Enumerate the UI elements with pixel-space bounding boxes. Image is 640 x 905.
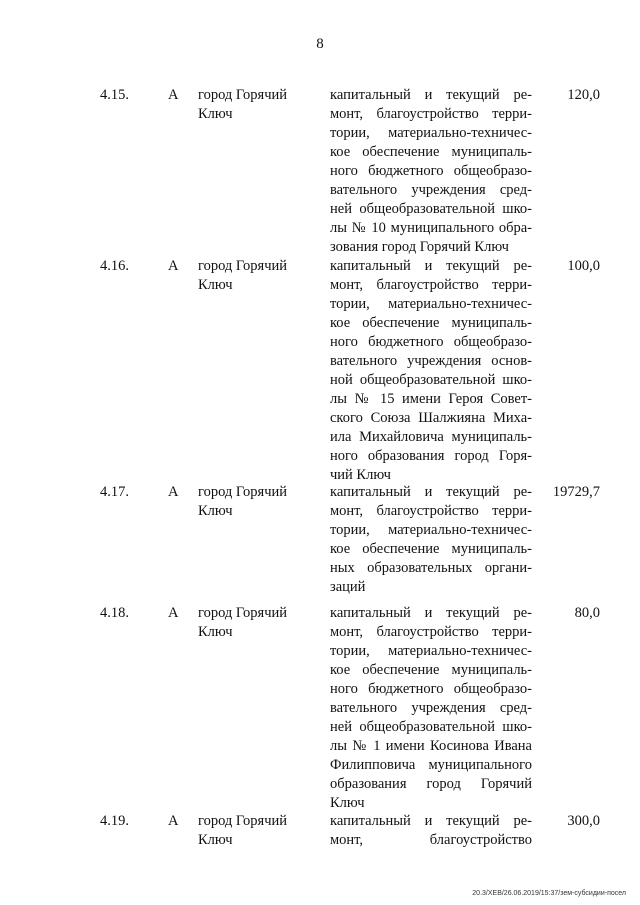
description-line: лы № 10 муниципального обра- <box>330 220 532 236</box>
description-line: кое обеспечение муниципаль- <box>330 541 532 557</box>
municipality-line: город Горячий <box>198 484 288 500</box>
row-amount: 100,0 <box>567 258 600 274</box>
row-category: А <box>168 87 179 103</box>
description-line: ней общеобразовательной шко- <box>330 201 532 217</box>
description-line: тории, материально-техничес- <box>330 522 532 538</box>
description-line: кое обеспечение муниципаль- <box>330 315 532 331</box>
description-line: ных образовательных органи- <box>330 560 532 576</box>
description-line: кое обеспечение муниципаль- <box>330 144 532 160</box>
municipality-line: Ключ <box>198 277 233 293</box>
municipality-line: город Горячий <box>198 87 288 103</box>
description-line: ней общеобразовательной шко- <box>330 719 532 735</box>
description-line: ила Михайловича муниципаль- <box>330 429 532 445</box>
description-line: ского Союза Шалжияна Миха- <box>330 410 532 426</box>
description-line: ной общеобразовательной шко- <box>330 372 532 388</box>
row-municipality <box>198 257 318 295</box>
description-line: тории, материально-техничес- <box>330 296 532 312</box>
description-line: вательного учреждения основ- <box>330 353 532 369</box>
row-category: А <box>168 605 179 621</box>
row-description <box>330 86 532 257</box>
description-line: лы № 15 имени Героя Совет- <box>330 391 532 407</box>
description-line: тории, материально-техничес- <box>330 125 532 141</box>
municipality-line: город Горячий <box>198 258 288 274</box>
row-amount: 19729,7 <box>552 484 600 500</box>
description-line: монт, благоустройство терри- <box>330 503 532 519</box>
description-line: лы № 1 имени Косинова Ивана <box>330 738 532 754</box>
description-line: капитальный и текущий ре- <box>330 813 532 829</box>
description-line: вательного учреждения сред- <box>330 700 532 716</box>
municipality-line: Ключ <box>198 503 233 519</box>
description-line: ного бюджетного общеобразо- <box>330 163 532 179</box>
row-municipality <box>198 483 318 521</box>
municipality-line: Ключ <box>198 832 233 848</box>
row-amount: 80,0 <box>574 605 600 621</box>
row-category: А <box>168 258 179 274</box>
row-number: 4.18. <box>100 605 129 621</box>
row-description <box>330 604 532 813</box>
row-description <box>330 257 532 485</box>
description-line: кое обеспечение муниципаль- <box>330 662 532 678</box>
description-line: капитальный и текущий ре- <box>330 258 532 274</box>
row-number: 4.19. <box>100 813 129 829</box>
description-line: капитальный и текущий ре- <box>330 484 532 500</box>
description-line: Филипповича муниципального <box>330 757 532 773</box>
description-line: капитальный и текущий ре- <box>330 605 532 621</box>
row-category: А <box>168 484 179 500</box>
municipality-line: Ключ <box>198 624 233 640</box>
description-line: монт, благоустройство <box>330 832 532 848</box>
row-description <box>330 483 532 597</box>
description-line: ного образования город Горя- <box>330 448 532 464</box>
row-number: 4.16. <box>100 258 129 274</box>
description-line: ного бюджетного общеобразо- <box>330 334 532 350</box>
document-footer: 20.3/ХЕВ/26.06.2019/15:37/зем-субсидии-посел <box>472 890 626 897</box>
row-municipality <box>198 812 318 850</box>
row-municipality <box>198 604 318 642</box>
description-line: монт, благоустройство терри- <box>330 624 532 640</box>
municipality-line: город Горячий <box>198 605 288 621</box>
description-line: монт, благоустройство терри- <box>330 277 532 293</box>
row-amount: 300,0 <box>567 813 600 829</box>
page-number: 8 <box>316 36 324 52</box>
description-line: образования город Горячий <box>330 776 532 792</box>
row-category: А <box>168 813 179 829</box>
description-line: чий Ключ <box>330 467 391 483</box>
row-description <box>330 812 532 850</box>
description-line: монт, благоустройство терри- <box>330 106 532 122</box>
row-municipality <box>198 86 318 124</box>
row-number: 4.15. <box>100 87 129 103</box>
description-line: Ключ <box>330 795 365 811</box>
description-line: тории, материально-техничес- <box>330 643 532 659</box>
description-line: вательного учреждения сред- <box>330 182 532 198</box>
row-number: 4.17. <box>100 484 129 500</box>
municipality-line: Ключ <box>198 106 233 122</box>
municipality-line: город Горячий <box>198 813 288 829</box>
description-line: заций <box>330 579 366 595</box>
description-line: зования город Горячий Ключ <box>330 239 509 255</box>
description-line: капитальный и текущий ре- <box>330 87 532 103</box>
row-amount: 120,0 <box>567 87 600 103</box>
description-line: ного бюджетного общеобразо- <box>330 681 532 697</box>
